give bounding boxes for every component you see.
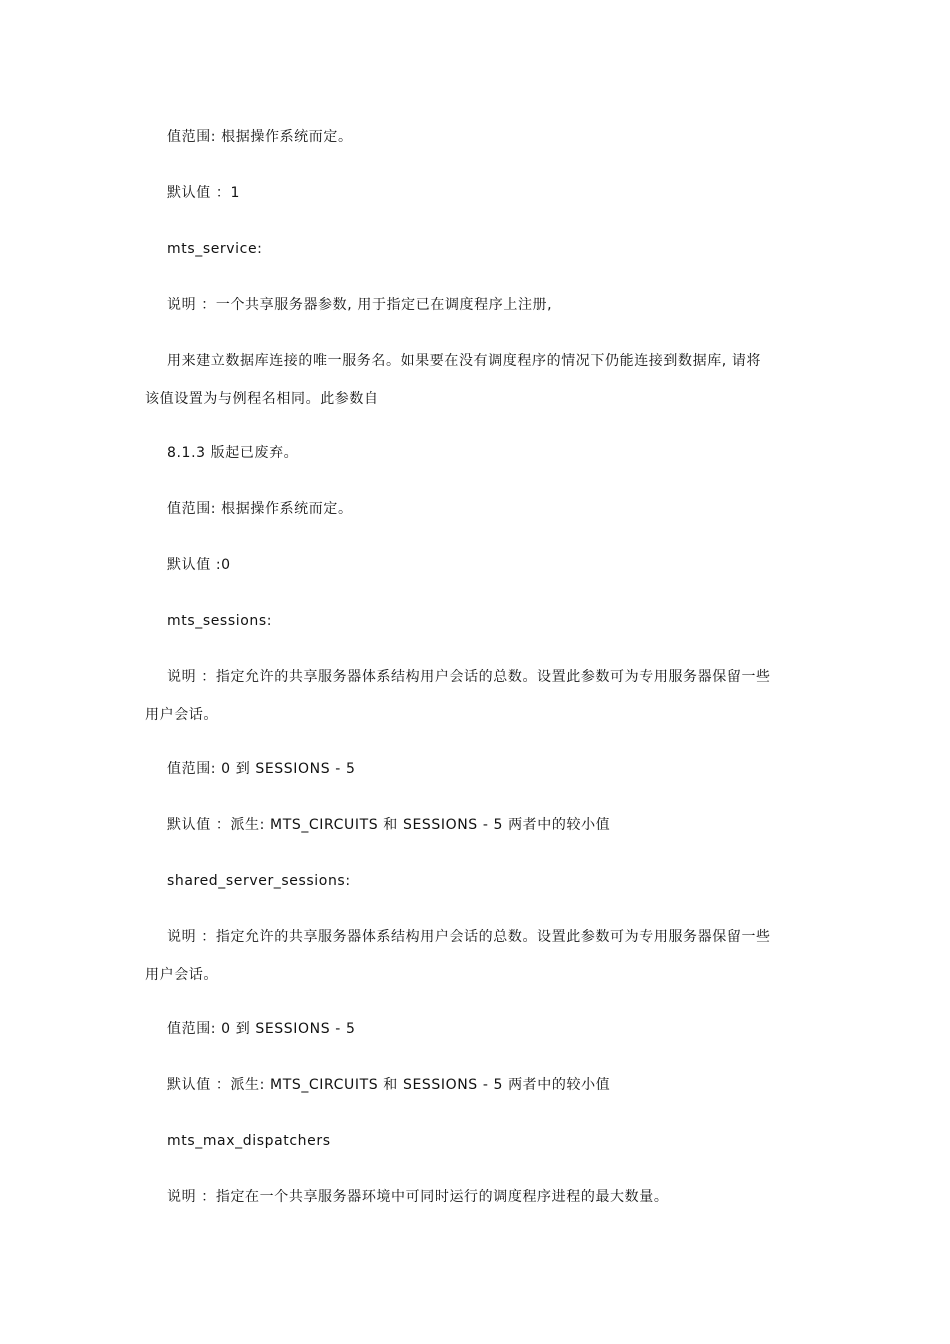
text-line: 值范围: 0 到 SESSIONS - 5: [167, 761, 356, 777]
text-line: 值范围: 0 到 SESSIONS - 5: [167, 1021, 356, 1037]
text-line: 说明 ：指定在一个共享服务器环境中可同时运行的调度程序进程的最大数量。: [167, 1189, 669, 1205]
text-line: 说明 ：一个共享服务器参数, 用于指定已在调度程序上注册,: [167, 297, 553, 313]
text-line: 用来建立数据库连接的唯一服务名。如果要在没有调度程序的情况下仍能连接到数据库, 请将: [167, 353, 762, 369]
text-line: 默认值 :0: [167, 557, 231, 573]
parameter-name: shared_server_sessions:: [167, 873, 351, 889]
text-line: 默认值 ：派生: MTS_CIRCUITS 和 SESSIONS - 5 两者中的较小值: [167, 817, 611, 833]
text-line: 值范围: 根据操作系统而定。: [167, 129, 353, 145]
text-line: 该值设置为与例程名相同。此参数自: [145, 391, 379, 407]
parameter-name: mts_sessions:: [167, 613, 273, 629]
text-line: 用户会话。: [145, 967, 218, 983]
parameter-name: mts_max_dispatchers: [167, 1133, 331, 1149]
text-line: 说明 ：指定允许的共享服务器体系结构用户会话的总数。设置此参数可为专用服务器保留一些: [167, 929, 771, 945]
text-line: 用户会话。: [145, 707, 218, 723]
text-line: 8.1.3 版起已废弃。: [167, 445, 299, 461]
text-line: 默认值 ：派生: MTS_CIRCUITS 和 SESSIONS - 5 两者中的较小值: [167, 1077, 611, 1093]
text-line: 默认值 ：1: [167, 185, 240, 201]
text-line: 值范围: 根据操作系统而定。: [167, 501, 353, 517]
text-line: 说明 ：指定允许的共享服务器体系结构用户会话的总数。设置此参数可为专用服务器保留一些: [167, 669, 771, 685]
parameter-name: mts_service:: [167, 241, 263, 257]
